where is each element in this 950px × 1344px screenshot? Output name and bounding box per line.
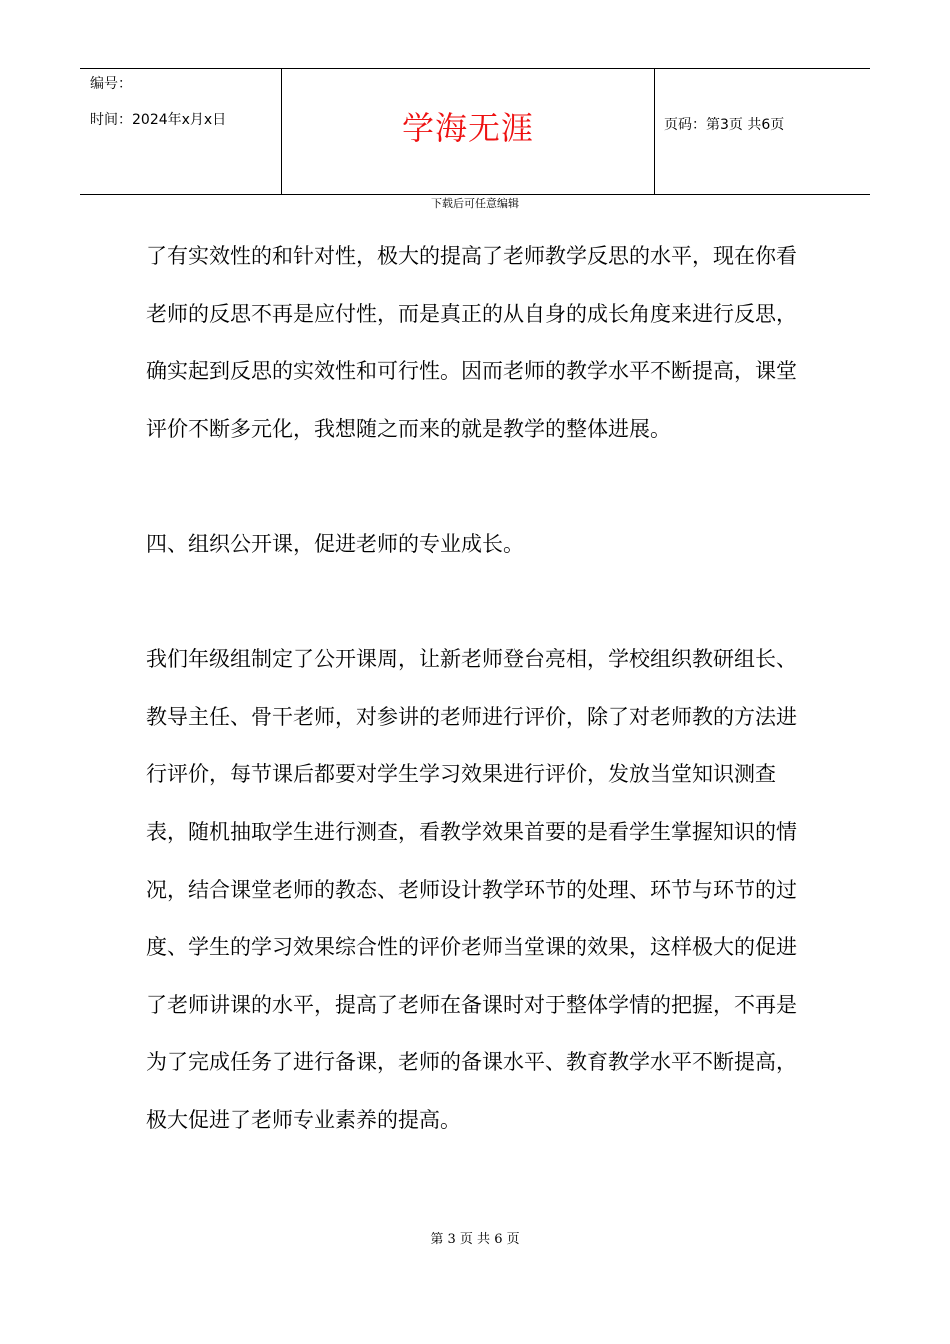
serial-number-label: 编号：	[90, 76, 132, 92]
page-footer: 第 3 页 共 6 页	[430, 1232, 520, 1247]
date-label: 时间：2024年x月x日	[90, 112, 227, 128]
document-header	[80, 68, 870, 195]
paragraph: 了有实效性的和针对性，极大的提高了老师教学反思的水平，现在你看老师的反思不再是应付性，而是真正的从自身的成长角度来进行反思，确实起到反思的实效性和可行性。因而老师的教学水平不断提高，课堂评价不断多元化，我想随之而来的就是教学的整体进展。	[146, 244, 797, 441]
page-info: 页码：第3页 共6页	[664, 117, 785, 133]
document-body	[146, 228, 808, 1150]
edit-note: 下载后可任意编辑	[431, 197, 519, 210]
section-heading: 四、组织公开课，促进老师的专业成长。	[146, 531, 524, 556]
header-divider	[654, 69, 655, 194]
brand-title: 学海无涯	[401, 109, 534, 147]
paragraph: 我们年级组制定了公开课周，让新老师登台亮相，学校组织教研组长、教导主任、骨干老师，对参讲的老师进行评价，除了对老师教的方法进行评价，每节课后都要对学生学习效果进行评价，发放当堂知识测查表，随机抽取学生进行测查，看教学效果首要的是看学生掌握知识的情况，结合课堂老师的教态、老师设计教学环节的处理、环节与环节的过度、学生的学习效果综合性的评价老师当堂课的效果，这样极大的促进了老师讲课的水平，提高了老师在备课时对于整体学情的把握，不再是为了完成任务了进行备课，老师的备课水平、教育教学水平不断提高，极大促进了老师专业素养的提高。	[146, 647, 797, 1132]
